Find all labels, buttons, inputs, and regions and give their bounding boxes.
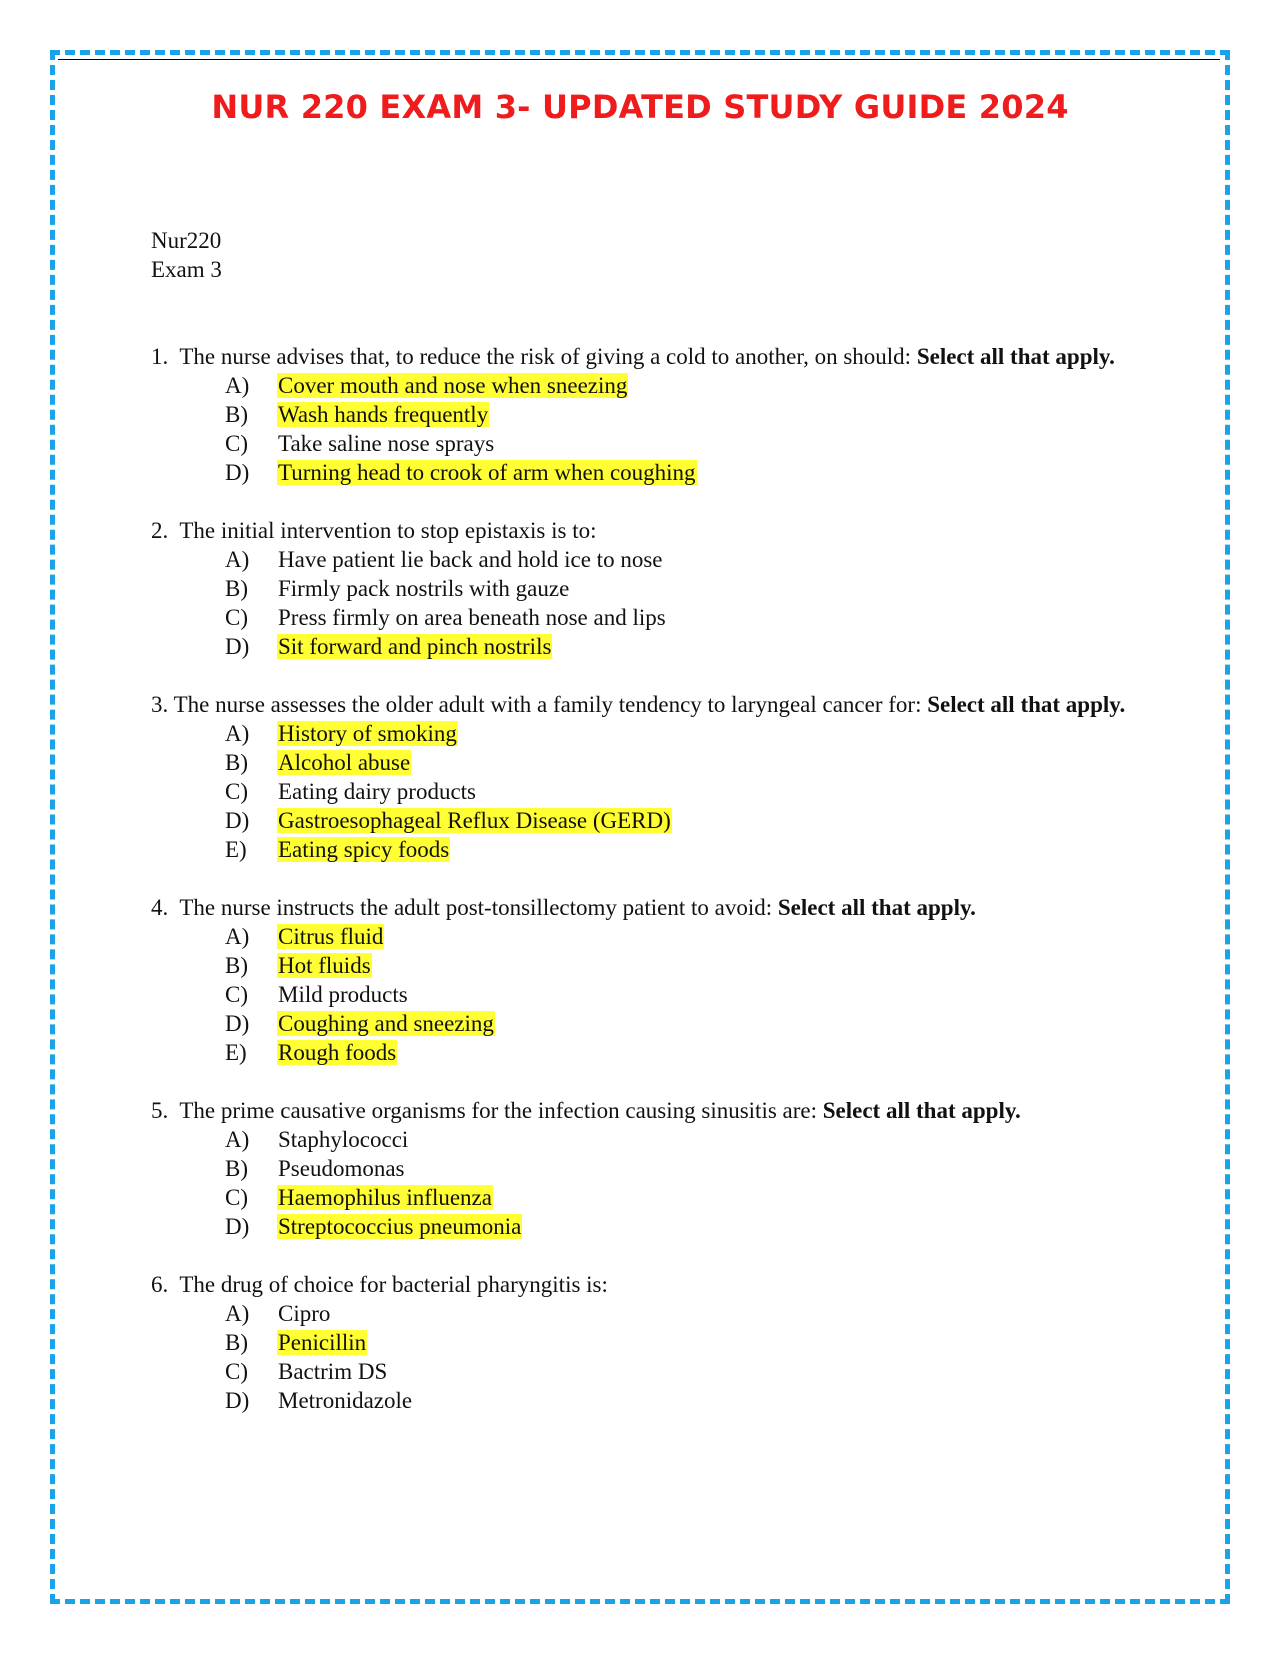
option-letter: D) [225,1011,250,1036]
option-letter: B) [225,1156,248,1181]
header-rule [58,59,1220,60]
highlighted-answer-text: Sit forward and pinch nostrils [278,634,552,659]
question-number: 2. [151,518,169,543]
question-5 [151,1096,1151,1241]
answer-options [151,719,1151,864]
question-text: The nurse advises that, to reduce the risk of giving a cold to another, on should: [179,344,912,369]
option-text: Metronidazole [278,1388,413,1413]
highlighted-answer-text: Alcohol abuse [278,750,411,775]
option-text: Bactrim DS [278,1359,388,1384]
option-letter: D) [225,1388,250,1413]
answer-option [151,1299,1151,1328]
option-letter: C) [225,431,248,456]
option-letter: C) [225,1359,248,1384]
option-letter: A) [225,373,250,398]
answer-option [151,922,1151,951]
option-text: Firmly pack nostrils with gauze [278,576,570,601]
answer-option [151,1212,1151,1241]
option-letter: A) [225,1301,250,1326]
question-number: 5. [151,1098,169,1123]
question-6 [151,1270,1151,1415]
highlighted-answer-text: Cover mouth and nose when sneezing [278,373,628,398]
answer-option [151,371,1151,400]
question-number: 4. [151,895,169,920]
option-text: Cipro [278,1301,331,1326]
option-letter: D) [225,808,250,833]
question-stem [151,690,1151,719]
answer-option [151,1154,1151,1183]
question-number: 6. [151,1272,169,1297]
option-letter: A) [225,924,250,949]
option-letter: B) [225,402,248,427]
question-instruction: Select all that apply. [777,895,976,920]
option-letter: C) [225,1185,248,1210]
answer-options [151,371,1151,487]
highlighted-answer-text: Rough foods [278,1040,397,1065]
answer-option [151,1357,1151,1386]
answer-options [151,1299,1151,1415]
answer-option [151,429,1151,458]
answer-option [151,400,1151,429]
option-letter: C) [225,982,248,1007]
answer-options [151,1125,1151,1241]
question-text: The prime causative organisms for the infection causing sinusitis are: [179,1098,817,1123]
option-text: Eating dairy products [278,779,477,804]
option-letter: B) [225,953,248,978]
answer-option [151,1038,1151,1067]
answer-option [151,748,1151,777]
answer-options [151,922,1151,1067]
highlighted-answer-text: Gastroesophageal Reflux Disease (GERD) [278,808,671,833]
question-instruction: Select all that apply. [822,1098,1021,1123]
highlighted-answer-text: Streptococcius pneumonia [278,1214,522,1239]
question-stem [151,516,1151,545]
highlighted-answer-text: Hot fluids [278,953,371,978]
option-letter: A) [225,1127,250,1152]
option-letter: E) [225,837,247,862]
answer-option [151,1009,1151,1038]
answer-option [151,1125,1151,1154]
option-letter: B) [225,1330,248,1355]
answer-option [151,603,1151,632]
highlighted-answer-text: Coughing and sneezing [278,1011,494,1036]
highlighted-answer-text: Turning head to crook of arm when coughing [278,460,696,485]
question-instruction: Select all that apply. [927,692,1126,717]
answer-option [151,1386,1151,1415]
question-number: 3. [151,692,169,717]
answer-option [151,835,1151,864]
answer-option [151,951,1151,980]
highlighted-answer-text: Eating spicy foods [278,837,450,862]
exam-label: Exam 3 [151,257,222,282]
answer-option [151,632,1151,661]
document-title: NUR 220 EXAM 3- UPDATED STUDY GUIDE 2024 [211,88,1069,126]
question-3 [151,690,1151,864]
question-1 [151,342,1151,487]
option-letter: B) [225,576,248,601]
option-letter: D) [225,460,250,485]
question-number: 1. [151,344,169,369]
highlighted-answer-text: Citrus fluid [278,924,384,949]
question-stem [151,893,1151,922]
question-text: The drug of choice for bacterial pharyngitis is: [179,1272,608,1297]
highlighted-answer-text: Penicillin [278,1330,367,1355]
option-letter: D) [225,1214,250,1239]
option-letter: D) [225,634,250,659]
question-instruction: Select all that apply. [916,344,1115,369]
highlighted-answer-text: Haemophilus influenza [278,1185,492,1210]
option-letter: A) [225,721,250,746]
option-letter: E) [225,1040,247,1065]
question-4 [151,893,1151,1067]
answer-option [151,1183,1151,1212]
highlighted-answer-text: History of smoking [278,721,457,746]
question-stem [151,342,1151,371]
option-text: Pseudomonas [278,1156,405,1181]
option-text: Press firmly on area beneath nose and lips [278,605,666,630]
option-text: Mild products [278,982,408,1007]
option-text: Have patient lie back and hold ice to nose [278,547,663,572]
answer-option [151,574,1151,603]
answer-option [151,777,1151,806]
option-letter: C) [225,605,248,630]
answer-option [151,458,1151,487]
question-stem [151,1270,1151,1299]
option-text: Take saline nose sprays [278,431,495,456]
option-letter: C) [225,779,248,804]
course-info [151,226,1151,284]
question-list [151,342,1151,1415]
option-text: Staphylococci [278,1127,409,1152]
answer-option [151,1328,1151,1357]
answer-option [151,545,1151,574]
question-2 [151,516,1151,661]
document-body [151,226,1151,1444]
option-letter: B) [225,750,248,775]
highlighted-answer-text: Wash hands frequently [278,402,489,427]
course-code: Nur220 [151,228,222,253]
answer-options [151,545,1151,661]
question-stem [151,1096,1151,1125]
question-text: The nurse instructs the adult post-tonsillectomy patient to avoid: [179,895,773,920]
answer-option [151,980,1151,1009]
question-text: The initial intervention to stop epistaxis is to: [179,518,597,543]
question-text: The nurse assesses the older adult with a family tendency to laryngeal cancer for: [173,692,922,717]
answer-option [151,719,1151,748]
option-letter: A) [225,547,250,572]
answer-option [151,806,1151,835]
